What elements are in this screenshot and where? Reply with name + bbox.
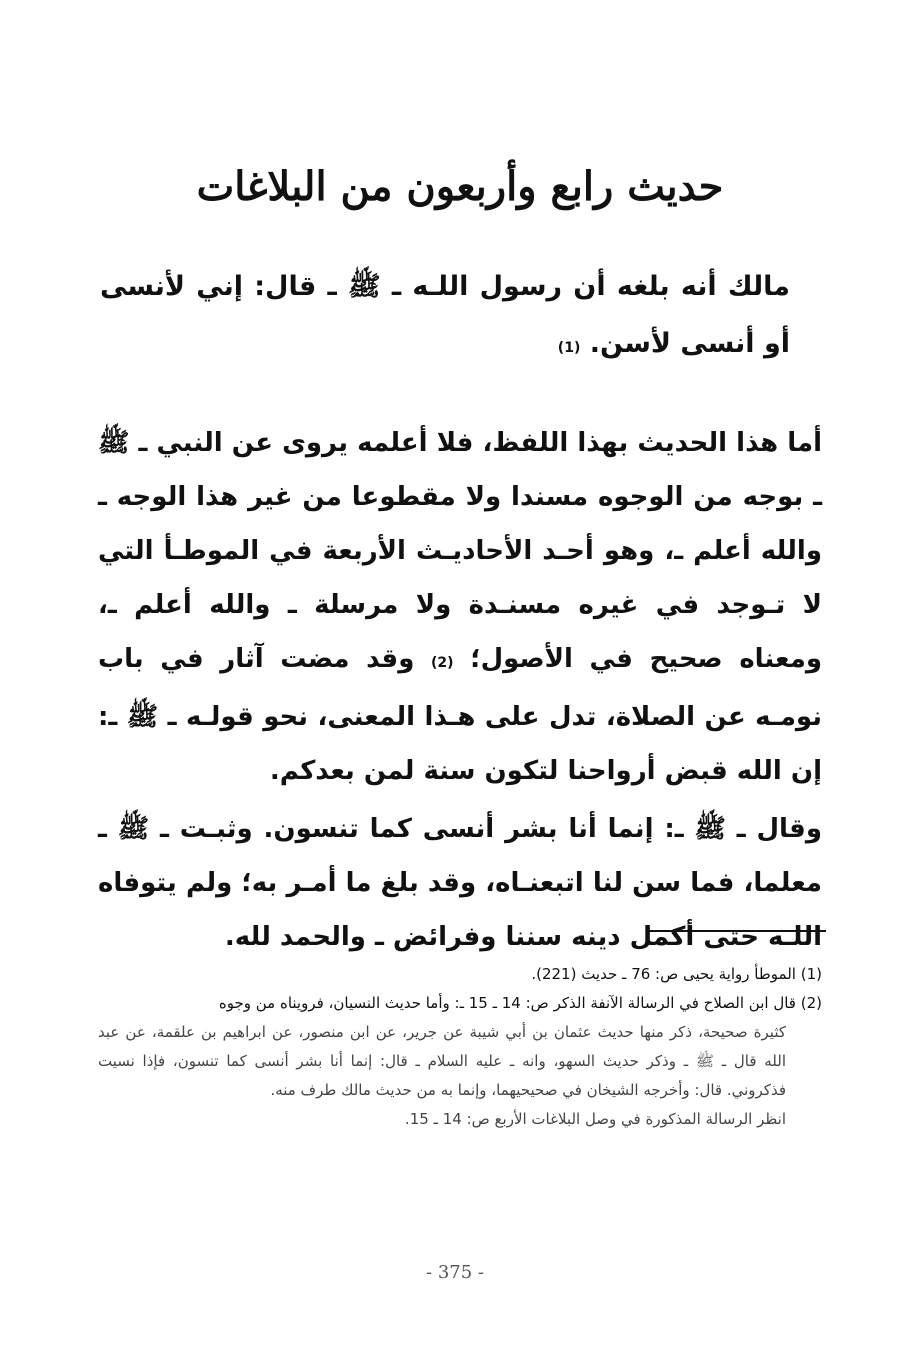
commentary [98,416,822,964]
paragraph-1-end: وقد مضت آثار في باب نومـه عن الصلاة، تدل على هـذا المعنى، نحو قولـه ـ ﷺ ـ: إن الله قبض أرواحنا لتكون سنة لمن بعدكم. [98,644,822,786]
footnotes [98,960,822,1134]
footnote-divider [648,930,826,932]
hadith-body: مالك أنه بلغه أن رسول اللـه ـ ﷺ ـ قال: إني لأنسى أو أنسى لأسن. [100,271,790,359]
footnote-2-continued: كثيرة صحيحة، ذكر منها حديث عثمان بن أبي شيبة عن جرير، عن ابن منصور، عن ابراهيم بن علقمة، عن عبد الله قال ـ ﷺ ـ وذكر حديث السهو، وانه ـ عليه السلام ـ قال: إنما أنا بشر أنسى كما تنسون، فإذا نسيت فذكروني. قال: وأخرجه الشيخان في صحيحيهما، وإنما به من حديث مالك طرف منه. [98,1023,786,1099]
commentary-paragraph-1 [98,416,822,798]
footnote-3: انظر الرسالة المذكورة في وصل البلاغات الأربع ص: 14 ـ 15. [404,1110,786,1128]
footnote-1: (1) الموطأ رواية يحيى ص: 76 ـ حديث (221). [531,965,822,983]
chapter-title: حديث رابع وأربعون من البلاغات [196,162,724,210]
page-number: - 375 - [426,1262,484,1283]
hadith-text [100,258,790,377]
footnote-ref-1: (1) [557,340,581,356]
footnote-ref-2: (2) [431,655,454,671]
commentary-paragraph-2: وقال ـ ﷺ ـ: إنما أنا بشر أنسى كما تنسون. وثبـت ـ ﷺ ـ معلما، فما سن لنا اتبعنـاه، وقد بلغ ما أمـر به؛ ولم يتوفاه اللـه حتى أكمل دينه سننا وفرائض ـ والحمد لله. [98,814,822,952]
paragraph-1-text: أما هذا الحديث بهذا اللفظ، فلا أعلمه يروى عن النبي ـ ﷺ ـ بوجه من الوجوه مسندا ولا مقطوعا من غير هذا الوجه ـ والله أعلم ـ، وهو أحـد الأحاديـث الأربعة في الموطـأ التي لا تـوجد في غيره مسنـدة ولا مرسلة ـ والله أعلم ـ، ومعناه صحيح في الأصول؛ [98,428,822,674]
footnote-2: (2) قال ابن الصلاح في الرسالة الآنفة الذكر ص: 14 ـ 15 ـ: وأما حديث النسيان، فرويناه من وجوه [218,994,822,1012]
